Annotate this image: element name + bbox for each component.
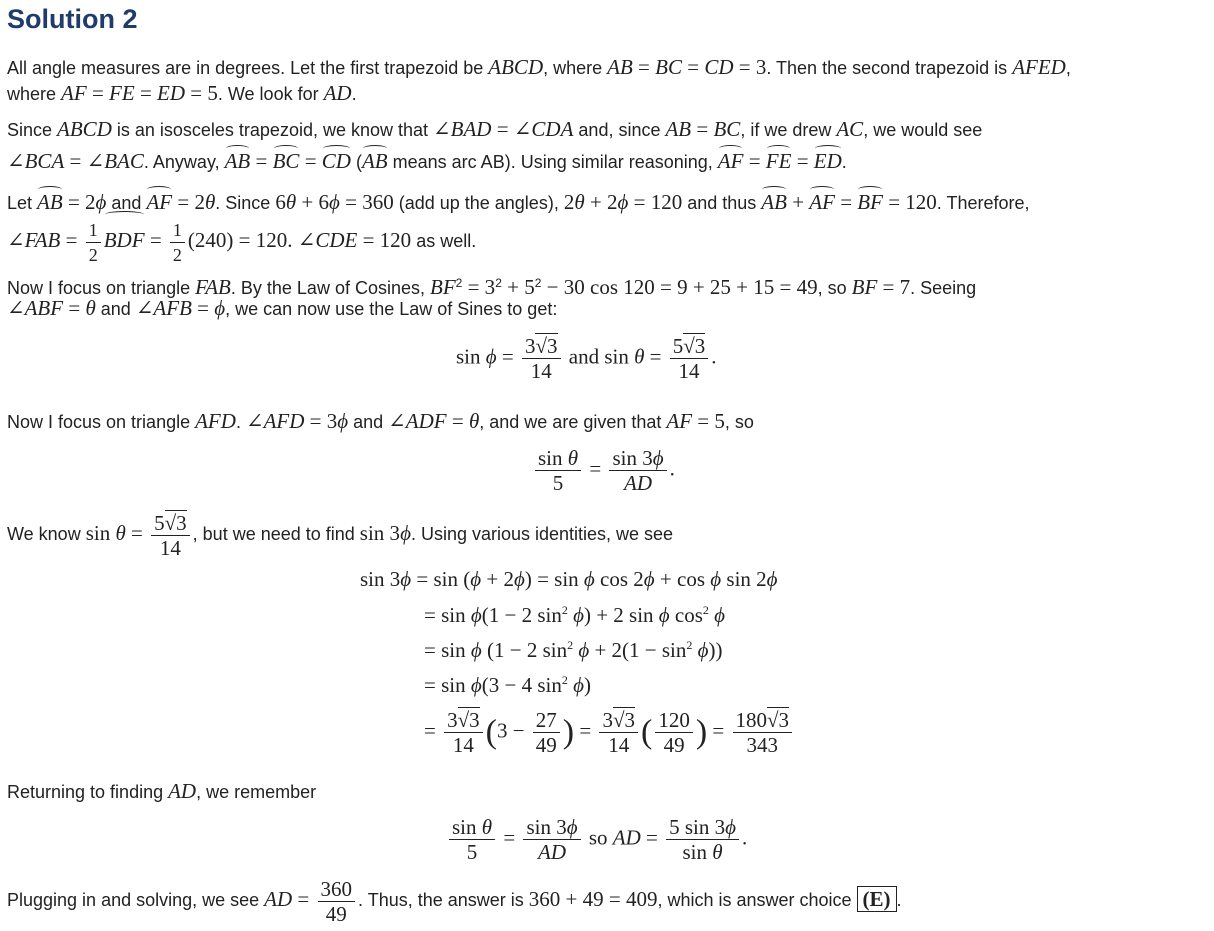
paragraph-5: Now I focus on triangle AFD. ∠AFD = 3ϕ and ∠ADF = θ, and we are given that AF = 5, so bbox=[7, 409, 754, 433]
paragraph-1-line-1: All angle measures are in degrees. Let the first trapezoid be ABCD, where AB = BC = CD = 3. Then the second trapezoid is AFED, bbox=[7, 55, 1071, 79]
derivation-line-5: = $\frac{3√3}{14}$ (3 − $\frac{27}{49}$ ) = $\frac{3√3}{14}$ ( $\frac{120}{49}$ ) = $\frac{180√3}{343}$ bbox=[424, 708, 795, 757]
paragraph-4-line-1: Now I focus on triangle FAB. By the Law of Cosines, $BF^2 = 3^2 + 5^2 - 30$ cos 120 = 9 + 25 + 15 = 49, so BF = 7. Seeing bbox=[7, 275, 977, 299]
paragraph-3-line-1: Let AB = 2ϕ and AF = 2θ. Since 6θ + 6ϕ = 360 (add up the angles), 2θ + 2ϕ = 120 and thus AB + AF = BF = 120. Therefore, bbox=[7, 190, 1030, 214]
solution-heading: Solution 2 bbox=[7, 4, 138, 34]
paragraph-4-line-2: ∠ABF = θ and ∠AFB = ϕ, we can now use the Law of Sines to get: bbox=[7, 296, 558, 320]
display-equation-sine-ratio: $\frac{\text{sin θ}}{5}$ = $\frac{\sin 3\phi}{AD}$ . bbox=[532, 446, 675, 495]
derivation-line-3: = sin ϕ (1 − 2 $\sin^2 \phi + 2(1 - \sin^2 \phi)$) bbox=[424, 638, 723, 662]
display-equation-law-of-sines: sin ϕ = $\frac{3√3}{14}$ and sin θ = $\frac{5√3}{14}$ . bbox=[456, 334, 717, 383]
derivation-line-4: = sin ϕ(3 − 4 $\sin^2 \phi$) bbox=[424, 673, 591, 697]
derivation-line-2: = sin ϕ(1 − 2 $\sin^2 \phi) + 2$ sin ϕ $\cos^2 \phi$ bbox=[424, 603, 726, 627]
paragraph-7: Returning to finding AD, we remember bbox=[7, 779, 317, 803]
paragraph-6: We know sin θ = $\frac{5√3}{14}$ , but we need to find sin 3ϕ. Using various identities, we see bbox=[7, 510, 674, 560]
derivation-line-1: sin 3ϕ = sin (ϕ + 2ϕ) = sin ϕ cos 2ϕ + cos ϕ sin 2ϕ bbox=[360, 567, 778, 591]
paragraph-2-line-1: Since ABCD is an isosceles trapezoid, we know that ∠BAD = ∠CDA and, since AB = BC, if we drew AC, we would see bbox=[7, 117, 983, 141]
answer-box: (E) bbox=[857, 886, 897, 912]
paragraph-1-line-2: where AF = FE = ED = 5. We look for AD. bbox=[7, 81, 357, 105]
display-equation-ad: $\frac{\text{sin θ}}{5}$ = $\frac{\sin 3\phi}{AD}$ so AD = $\frac{5 \sin 3\phi}{\text{sin θ}}$ . bbox=[446, 815, 747, 864]
paragraph-8: Plugging in and solving, we see AD = $\frac{360}{49}$ . Thus, the answer is 360 + 49 = 409, which is answer choice (E) . bbox=[7, 876, 902, 926]
paragraph-2-line-2: ∠BCA = ∠BAC. Anyway, AB = BC = CD (AB means arc AB). Using similar reasoning, AF = FE = ED. bbox=[7, 149, 847, 173]
paragraph-3-line-2: ∠FAB = $\frac{1}{2}$ BDF = $\frac{1}{2}$ (240) = 120. ∠CDE = 120 as well. bbox=[7, 214, 476, 267]
